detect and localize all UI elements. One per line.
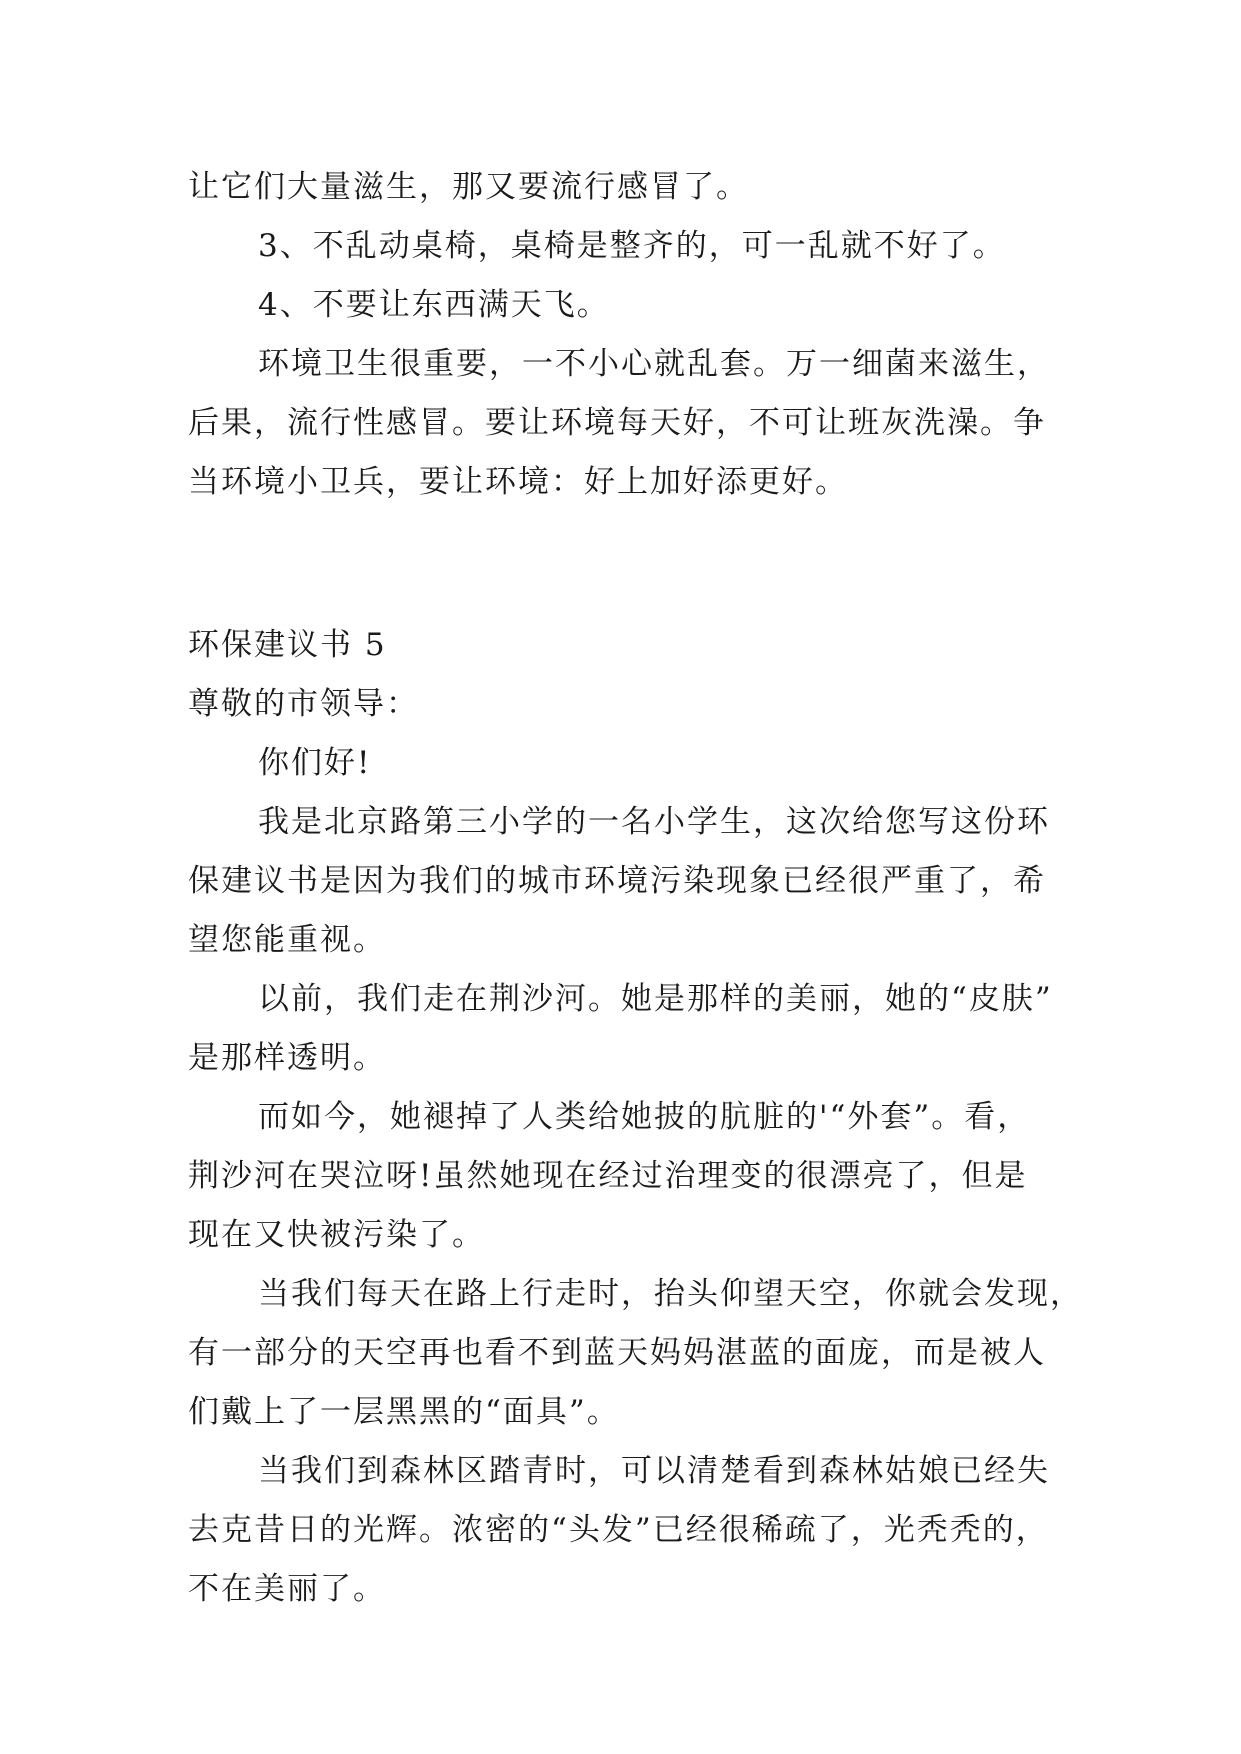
paragraph-line: 当我们每天在路上行走时，抬头仰望天空，你就会发现， xyxy=(258,1276,1083,1312)
paragraph-line: 4、不要让东西满天飞。 xyxy=(258,287,610,323)
paragraph-line: 你们好! xyxy=(258,745,372,781)
paragraph-line: 当环境小卫兵，要让环境：好上加好添更好。 xyxy=(188,464,848,500)
paragraph-line: 保建议书是因为我们的城市环境污染现象已经很严重了，希 xyxy=(188,863,1046,899)
section-title: 环保建议书 5 xyxy=(188,627,387,663)
paragraph-line: 我是北京路第三小学的一名小学生，这次给您写这份环 xyxy=(258,804,1050,840)
paragraph-line: 望您能重视。 xyxy=(188,922,386,958)
paragraph-line: 是那样透明。 xyxy=(188,1040,386,1076)
paragraph-line: 去克昔日的光辉。浓密的“头发”已经很稀疏了，光秃秃的， xyxy=(188,1512,1049,1548)
paragraph-line: 不在美丽了。 xyxy=(188,1571,386,1607)
paragraph-line: 而如今，她褪掉了人类给她披的肮脏的'“外套”。看， xyxy=(258,1099,1031,1135)
paragraph-line: 现在又快被污染了。 xyxy=(188,1217,485,1253)
paragraph-line: 荆沙河在哭泣呀!虽然她现在经过治理变的很漂亮了，但是 xyxy=(188,1158,1028,1194)
paragraph-line: 有一部分的天空再也看不到蓝天妈妈湛蓝的面庞，而是被人 xyxy=(188,1335,1046,1371)
salutation: 尊敬的市领导： xyxy=(188,686,419,722)
paragraph-line: 后果，流行性感冒。要让环境每天好，不可让班灰洗澡。争 xyxy=(188,405,1046,441)
document-body xyxy=(188,158,1083,1619)
paragraph-line: 当我们到森林区踏青时，可以清楚看到森林姑娘已经失 xyxy=(258,1453,1050,1489)
paragraph-line: 3、不乱动桌椅，桌椅是整齐的，可一乱就不好了。 xyxy=(258,228,1006,264)
section-gap xyxy=(188,512,1058,616)
paragraph-line: 们戴上了一层黑黑的“面具”。 xyxy=(188,1394,620,1430)
paragraph-line: 让它们大量滋生，那又要流行感冒了。 xyxy=(188,169,749,205)
paragraph-line: 以前，我们走在荆沙河。她是那样的美丽，她的“皮肤” xyxy=(258,981,1053,1017)
paragraph-line: 环境卫生很重要，一不小心就乱套。万一细菌来滋生， xyxy=(258,346,1050,382)
